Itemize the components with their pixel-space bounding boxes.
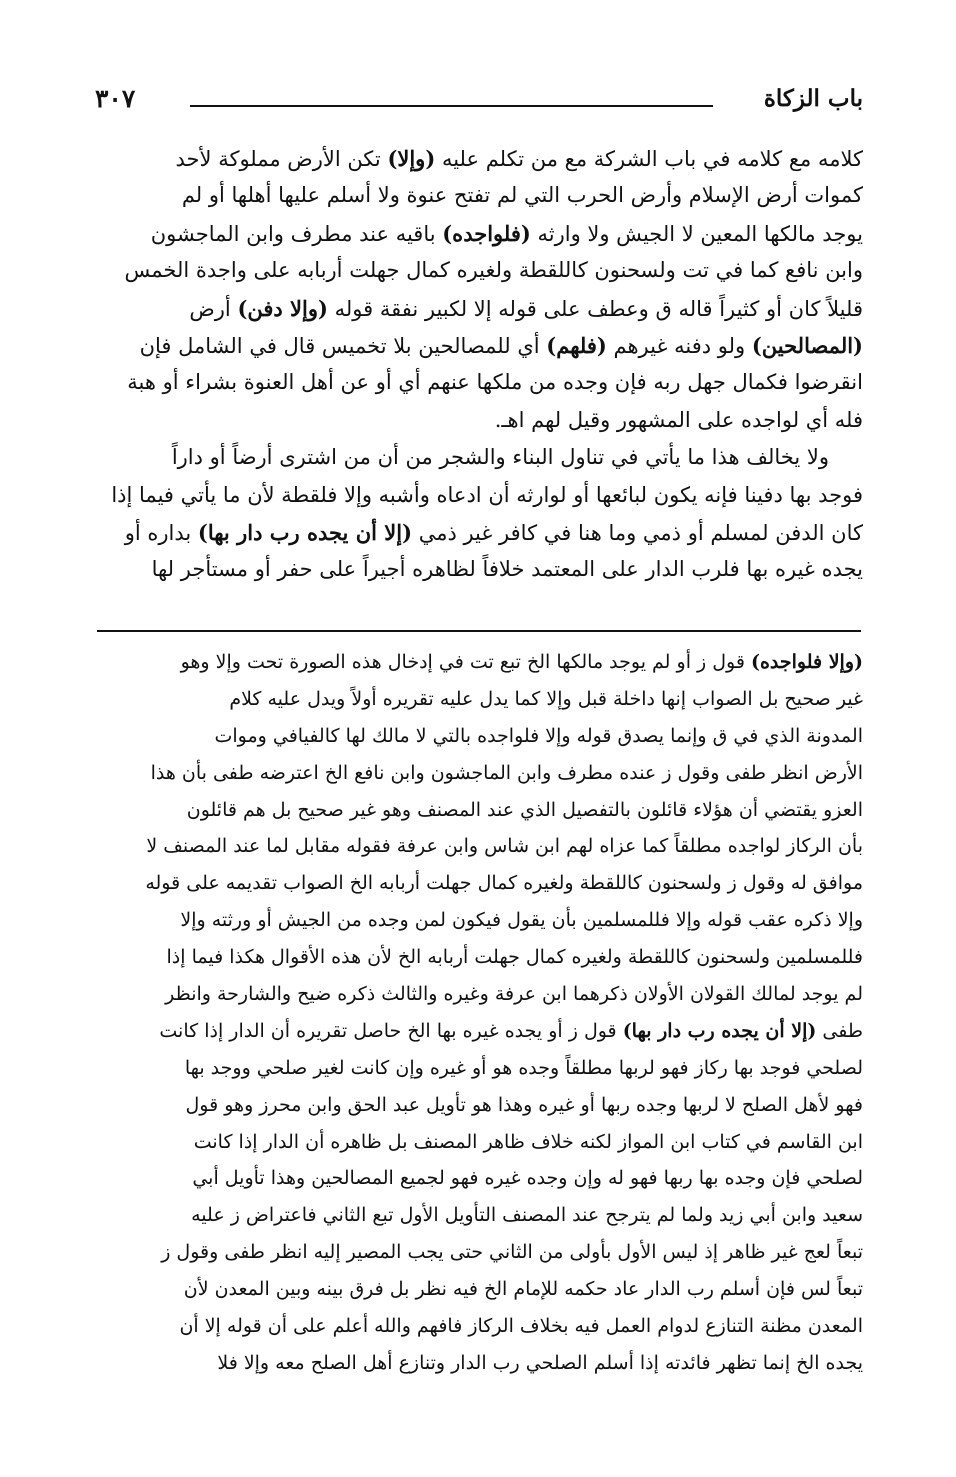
footnote-line: وإلا ذكره عقب قوله وإلا فللمسلمين بأن يقول فيكون لمن وجده من الجيش أو ورثته وإلا	[180, 909, 863, 932]
text-line: يجده غيره بها فلرب الدار على المعتمد خلافاً لظاهره أجيراً على حفر أو مستأجر لها	[151, 557, 863, 582]
text-line: كان الدفن لمسلم أو ذمي وما هنا في كافر غير ذمي (إلا أن يجده رب دار بها) بداره أو	[124, 519, 863, 545]
text-line: وابن نافع كما في تت ولسحنون كاللقطة ولغيره كمال جهلت أربابه على واجدة الخمس	[124, 258, 863, 283]
footnote-line: فهو لأهل الصلح لا لربها وجده ربها أو غيره وهذا هو تأويل عبد الحق وابن محرز وهو قول	[185, 1093, 863, 1116]
text-line: فله أي لواجده على المشهور وقيل لهم اهـ.	[494, 407, 863, 432]
footnote-line: موافق له وقول ز ولسحنون كاللقطة ولغيره كمال جهلت أربابه الخ الصواب تقديمه على قوله	[145, 872, 863, 895]
footnote	[95, 644, 863, 1382]
footnote-line: لم يوجد لمالك القولان الأولان ذكرهما ابن عرفة وغيره والثالث ذكره ضيح والشارحة وانظر	[165, 983, 863, 1006]
footnote-line: المعدن مظنة التنازع لدوام العمل فيه بخلاف الركاز فافهم والله أعلم على أن قوله إلا أن	[179, 1315, 863, 1338]
footnote-line: تبعاً لس فإن أسلم رب الدار عاد حكمه للإمام الخ فيه نظر بل فرق بينه وبين المعدن لأن	[183, 1278, 863, 1301]
footnote-line: طفى (إلا أن يجده رب دار بها) قول ز أو يجده غيره بها الخ حاصل تقريره أن الدار إذا كانت	[159, 1019, 863, 1042]
text-line: قليلاً كان أو كثيراً قاله ق وعطف على قوله إلا لكبير نفقة قوله (وإلا دفن) أرض	[189, 295, 863, 321]
footnote-line: المدونة الذي في ق وإنما يصدق قوله وإلا فلواجده بالتي لا مالك لها كالفيافي وموات	[214, 724, 863, 747]
footnote-line: يجده الخ إنما تظهر فائدته إذا أسلم الصلحي رب الدار وتنازع أهل الصلح معه وإلا فلا	[217, 1351, 863, 1374]
text-line: كموات أرض الإسلام وأرض الحرب التي لم تفتح عنوة ولا أسلم عليها أهلها أو لم	[181, 183, 863, 208]
footnote-line: (وإلا فلواجده) قول ز أو لم يوجد مالكها الخ تبع تت في إدخال هذه الصورة تحت وإلا وهو	[180, 651, 863, 673]
footnote-line: الأرض انظر طفى وقول ز عنده مطرف وابن الماجشون وابن نافع الخ اعترضه طفى بأن هذا	[150, 761, 863, 784]
text-line: ولا يخالف هذا ما يأتي في تناول البناء والشجر من أن من اشترى أرضاً أو داراً	[171, 445, 829, 470]
footnote-line: لصلحي فوجد بها ركاز فهو لربها مطلقاً وجده هو أو غيره وإن كانت لغير صلحي ووجد بها	[184, 1056, 863, 1079]
footnote-line: بأن الركاز لواجده مطلقاً كما عزاه لهم ابن شاس وابن عرفة فقوله مقابل لما عند المصنف لا	[146, 835, 863, 858]
footnote-line: فللمسلمين ولسحنون كاللقطة ولغيره كمال جهلت أربابه الخ لأن هذه الأقوال هكذا فيما إذا	[166, 946, 863, 969]
footnote-line: غير صحيح بل الصواب إنها داخلة قبل وإلا كما يدل عليه تقريره أولاً ويدل عليه كلام	[229, 687, 863, 710]
header-rule	[190, 105, 713, 107]
footnote-line: سعيد وابن أبي زيد ولما لم يترجح عند المصنف التأويل الأول تبع الثاني فاعتراض ز عليه	[191, 1204, 863, 1227]
footnote-line: لصلحي فإن وجده بها ربها فهو له وإن وجده غيره فهو لجميع المصالحين وهذا تأويل أبي	[192, 1167, 863, 1190]
footnote-line: تبعاً لعج غير ظاهر إذ ليس الأول بأولى من الثاني حتى يجب المصير إليه انظر طفى وقول ز	[161, 1241, 863, 1264]
main-text	[95, 140, 863, 589]
chapter-title: باب الزكاة	[763, 85, 863, 112]
footnote-line: ابن القاسم في كتاب ابن المواز لكنه خلاف ظاهر المصنف بل ظاهره أن الدار إذا كانت	[193, 1130, 863, 1153]
running-header	[95, 84, 863, 118]
text-line: فوجد بها دفينا فإنه يكون لبائعها أو لوارثه أن ادعاه وأشبه وإلا فلقطة لأن ما يأتي فيما إذا	[111, 482, 863, 507]
footnote-line: العزو يقتضي أن هؤلاء قائلون بالتفصيل الذي عند المصنف وهو غير صحيح بل هم قائلون	[186, 798, 863, 821]
page-number: ٣٠٧	[95, 84, 136, 113]
footnote-separator	[97, 630, 861, 632]
text-line: (المصالحين) ولو دفنه غيرهم (فلهم) أي للمصالحين بلا تخميس قال في الشامل فإن	[139, 332, 863, 358]
text-line: كلامه مع كلامه في باب الشركة مع من تكلم عليه (وإلا) تكن الأرض مملوكة لأحد	[175, 146, 863, 171]
text-line: يوجد مالكها المعين لا الجيش ولا وارثه (فلواجده) باقيه عند مطرف وابن الماجشون	[150, 220, 863, 246]
text-line: انقرضوا فكمال جهل ربه فإن وجده من ملكها عنهم أي أو عن أهل العنوة بشراء أو هبة	[127, 370, 863, 395]
